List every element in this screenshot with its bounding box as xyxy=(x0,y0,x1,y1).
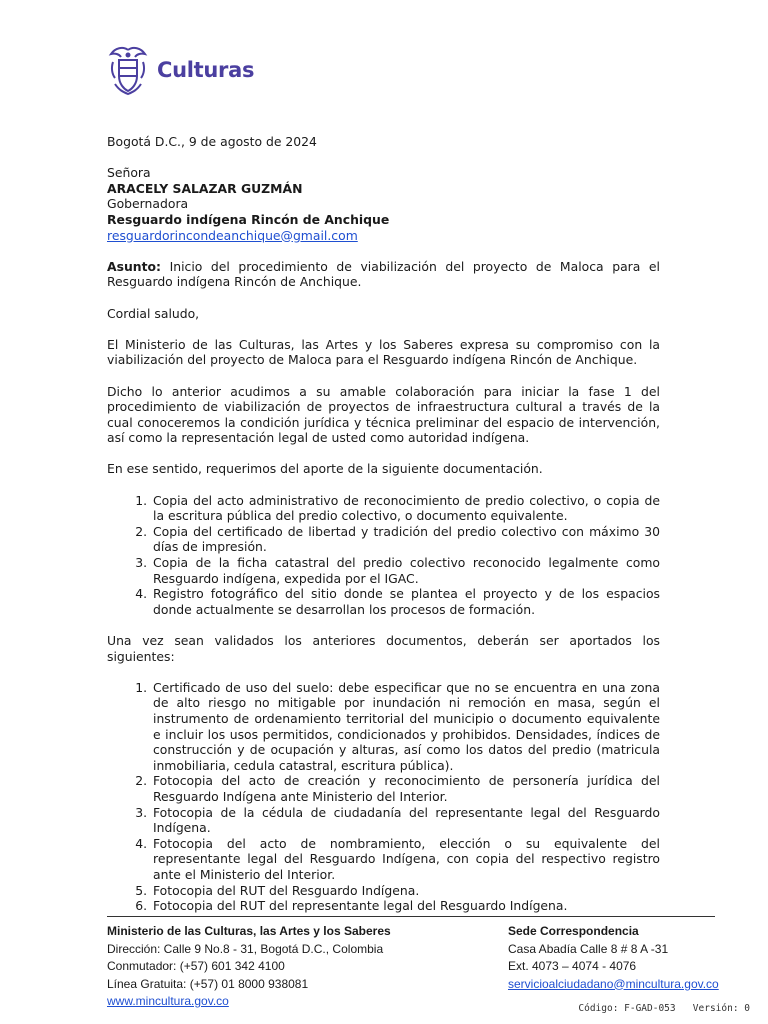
footer-ministry-info xyxy=(107,923,391,1011)
subject-text: Inicio del procedimiento de viabilización del proyecto de Maloca para el Resguardo indígena Rincón de Anchique. xyxy=(107,258,660,290)
footer-extensions: Ext. 4073 – 4074 - 4076 xyxy=(508,959,637,973)
list-item: 2. Copia del certificado de libertad y tradición del predio colectivo con máximo 30 días de impresión. xyxy=(151,524,660,555)
recipient-org: Resguardo indígena Rincón de Anchique xyxy=(107,211,390,227)
footer-ministry-title: Ministerio de las Culturas, las Artes y los Saberes xyxy=(107,924,391,938)
list-item: 6. Fotocopia del RUT del representante legal del Resguardo Indígena. xyxy=(151,898,660,914)
footer-divider xyxy=(107,916,715,917)
list-item: 4. Fotocopia del acto de nombramiento, elección o su equivalente del representante legal del Resguardo Indígena, con copia del respectivo registro ante el Ministerio del Interior. xyxy=(151,836,660,883)
footer-email-link[interactable]: servicioalciudadano@mincultura.gov.co xyxy=(508,976,719,991)
list-item: 5. Fotocopia del RUT del Resguardo Indígena. xyxy=(151,883,660,899)
footer-correspondence-address: Casa Abadía Calle 8 # 8 A -31 xyxy=(508,941,669,956)
brand-name: Culturas xyxy=(157,58,255,82)
list-item: 3. Fotocopia de la cédula de ciudadanía del representante legal del Resguardo Indígena. xyxy=(151,805,660,836)
subject-paragraph xyxy=(107,259,660,290)
additional-documents-list xyxy=(107,680,660,914)
footer-correspondence-info xyxy=(508,923,719,993)
date-line: Bogotá D.C., 9 de agosto de 2024 xyxy=(107,134,317,149)
footer-website-link[interactable]: www.mincultura.gov.co xyxy=(107,994,229,1008)
paragraph-additional-intro: Una vez sean validados los anteriores documentos, deberán ser aportados los siguientes: xyxy=(107,633,660,664)
paragraph-phase-one: Dicho lo anterior acudimos a su amable colaboración para iniciar la fase 1 del procedimiento de viabilización de proyectos de infraestructura cultural a través de la cual conoceremos la condición jurídica y técnica preliminar del espacio de intervención, así como la representación legal de usted como autoridad indígena. xyxy=(107,383,660,446)
salutation-title: Señora xyxy=(107,165,151,181)
list-item: 1. Certificado de uso del suelo: debe especificar que no se encuentra en una zona de alto riesgo no mitigable por inundación ni remoción en masa, según el instrumento de ordenamiento territorial del municipio o documento equivalente e incluir los usos permitidos, condicionados y prohibidos. Densidades, índices de construcción y de ocupación y alturas, así como los datos del predio (matricula inmobiliaria, cedula catastral, escritura pública). xyxy=(151,680,660,774)
required-documents-list xyxy=(107,493,660,618)
form-code: Código: F-GAD-053 xyxy=(578,1003,676,1014)
greeting: Cordial saludo, xyxy=(107,305,200,321)
coat-of-arms-icon xyxy=(105,44,151,96)
list-item: 1. Copia del acto administrativo de reconocimiento de predio colectivo, o copia de la escritura pública del predio colectivo, o documento equivalente. xyxy=(151,493,660,524)
header-logo xyxy=(105,44,254,96)
recipient-name: ARACELY SALAZAR GUZMÁN xyxy=(107,180,303,196)
paragraph-documentation-intro: En ese sentido, requerimos del aporte de la siguiente documentación. xyxy=(107,461,543,477)
list-item: 3. Copia de la ficha catastral del predio colectivo reconocido legalmente como Resguardo indígena, expedida por el IGAC. xyxy=(151,555,660,586)
list-item: 2. Fotocopia del acto de creación y reconocimiento de personería jurídica del Resguardo Indígena ante Ministerio del Interior. xyxy=(151,773,660,804)
footer-toll-free: Línea Gratuita: (+57) 01 8000 938081 xyxy=(107,976,309,991)
list-item: 4. Registro fotográfico del sitio donde se plantea el proyecto y de los espacios donde actualmente se desarrollan los procesos de formación. xyxy=(151,586,660,617)
recipient-email-link[interactable]: resguardorincondeanchique@gmail.com xyxy=(107,227,358,243)
letter-body xyxy=(107,134,660,914)
footer-address: Dirección: Calle 9 No.8 - 31, Bogotá D.C., Colombia xyxy=(107,941,384,956)
document-code xyxy=(578,1003,750,1014)
recipient-role: Gobernadora xyxy=(107,196,189,212)
footer-correspondence-title: Sede Correspondencia xyxy=(508,924,639,938)
footer-phone: Conmutador: (+57) 601 342 4100 xyxy=(107,959,285,973)
form-version: Versión: 0 xyxy=(692,1003,750,1014)
subject-label: Asunto: xyxy=(107,258,161,274)
paragraph-commitment: El Ministerio de las Culturas, las Artes y los Saberes expresa su compromiso con la viabilización del proyecto de Maloca para el Resguardo indígena Rincón de Anchique. xyxy=(107,336,660,368)
